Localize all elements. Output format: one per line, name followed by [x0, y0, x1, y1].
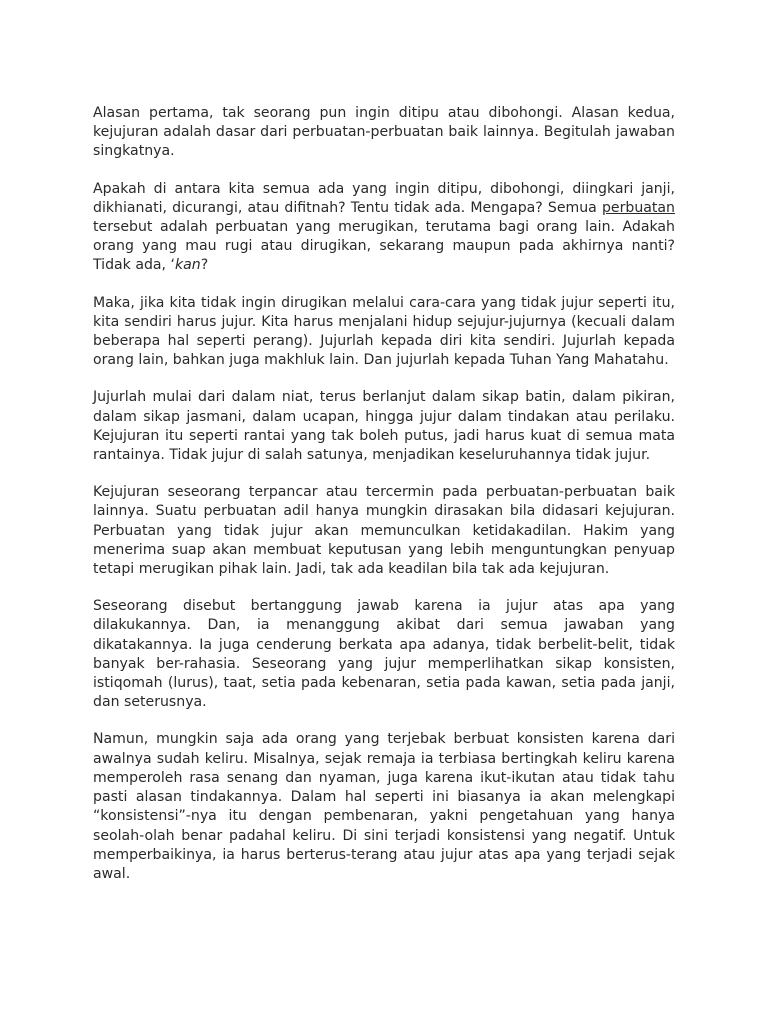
paragraph-4: Jujurlah mulai dari dalam niat, terus berlanjut dalam sikap batin, dalam pikiran, dalam sikap jasmani, dalam ucapan, hingga jujur dalam tindakan atau perilaku. Kejujuran itu seperti rantai yang tak boleh putus, jadi harus kuat di semua mata rantainya. Tidak jujur di salah satunya, menjadikan keseluruhannya tidak jujur. — [93, 389, 675, 464]
paragraph-6: Seseorang disebut bertanggung jawab karena ia jujur atas apa yang dilakukannya. Dan, ia menanggung akibat dari semua jawaban yang dikatakannya. Ia juga cenderung berkata apa adanya, tidak berbelit-belit, tidak banyak ber-rahasia. Seseorang yang jujur memperlihatkan sikap konsisten, istiqomah (lurus), taat, setia pada kebenaran, setia pada kawan, setia pada janji, dan seterusnya. — [93, 598, 675, 711]
paragraph-2-text-b: tersebut adalah perbuatan yang merugikan, terutama bagi orang lain. Adakah orang yang mau rugi atau dirugikan, sekarang maupun pada akhirnya nanti? Tidak ada, ‘ — [93, 219, 675, 274]
perbuatan-link[interactable]: perbuatan — [601, 199, 675, 216]
paragraph-5: Kejujuran seseorang terpancar atau tercermin pada perbuatan-perbuatan baik lainnya. Suatu perbuatan adil hanya mungkin dirasakan bila didasari kejujuran. Perbuatan yang tidak jujur akan memunculkan ketidakadilan. Hakim yang menerima suap akan membuat keputusan yang lebih menguntungkan penyuap tetapi merugikan pihak lain. Jadi, tak ada keadilan bila tak ada kejujuran. — [93, 484, 675, 578]
paragraph-2 — [93, 180, 675, 276]
paragraph-1: Alasan pertama, tak seorang pun ingin ditipu atau dibohongi. Alasan kedua, kejujuran adalah dasar dari perbuatan-perbuatan baik lainnya. Begitulah jawaban singkatnya. — [93, 105, 675, 160]
paragraph-2-text-a: Apakah di antara kita semua ada yang ingin ditipu, dibohongi, diingkari janji, dikhianati, dicurangi, atau difitnah? Tentu tidak ada. Mengapa? Semua — [93, 180, 675, 216]
paragraph-7: Namun, mungkin saja ada orang yang terjebak berbuat konsisten karena dari awalnya sudah keliru. Misalnya, sejak remaja ia terbiasa bertingkah keliru karena memperoleh rasa senang dan nyaman, juga karena ikut-ikutan atau tidak tahu pasti alasan tindakannya. Dalam hal seperti ini biasanya ia akan melengkapi “konsistensi”-nya itu dengan pembenaran, yakni pengetahuan yang hanya seolah-olah benar padahal keliru. Di sini terjadi konsistensi yang negatif. Untuk memperbaikinya, ia harus berterus-terang atau jujur atas apa yang terjadi sejak awal. — [93, 731, 675, 882]
paragraph-2-text-c: ? — [200, 257, 209, 274]
document-body — [93, 104, 675, 884]
paragraph-3: Maka, jika kita tidak ingin dirugikan melalui cara-cara yang tidak jujur seperti itu, kita sendiri harus jujur. Kita harus menjalani hidup sejujur-jujurnya (kecuali dalam beberapa hal seperti perang). Jujurlah kepada diri kita sendiri. Jujurlah kepada orang lain, bahkan juga makhluk lain. Dan jujurlah kepada Tuhan Yang Mahatahu. — [93, 294, 675, 369]
paragraph-2-italic: kan — [174, 257, 201, 274]
